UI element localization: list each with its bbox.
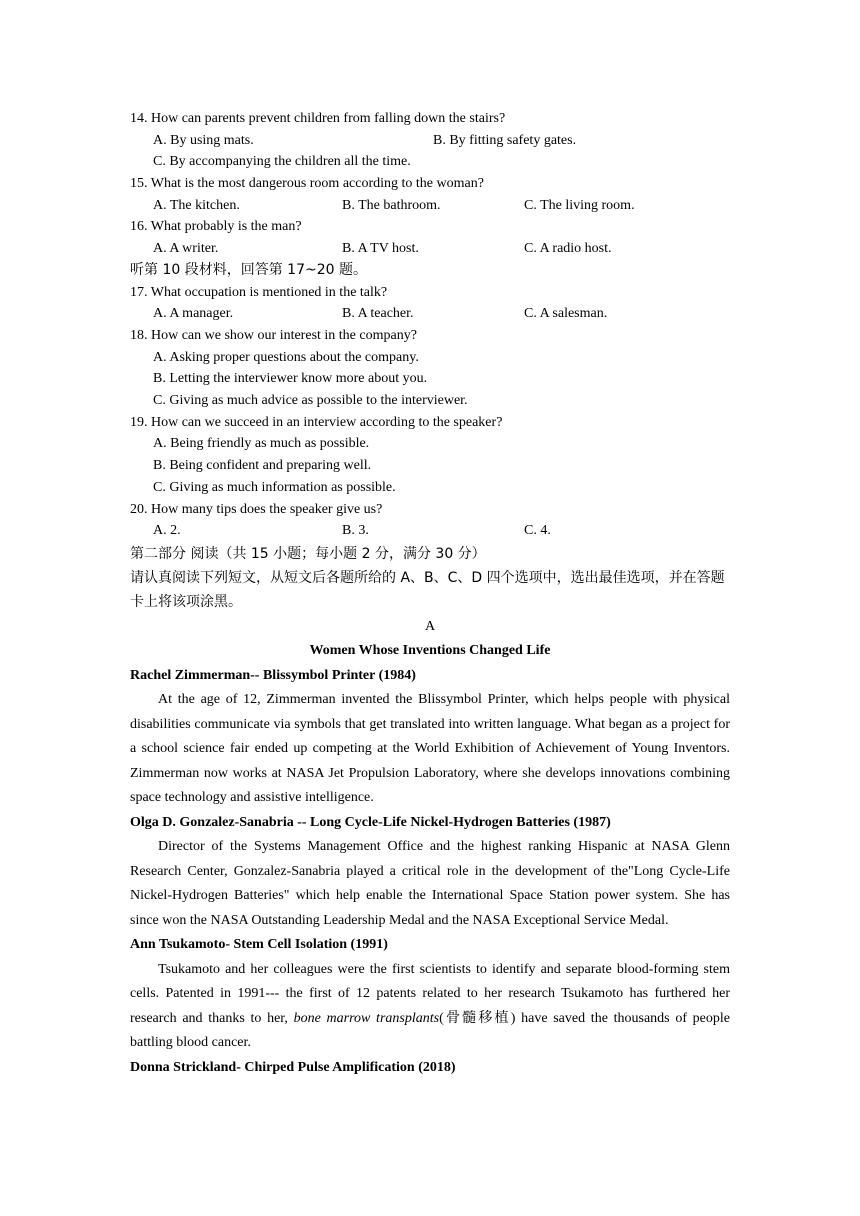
question-19 [130, 412, 730, 499]
entry-text-part: Tsukamoto and her colleagues were the first scientists to identify and separate blood-forming stem cells. Patented in 1991--- the first of 12 patents related to her research Tsukamoto has furthered her research and thanks to her, [130, 961, 730, 1026]
options-row [130, 130, 730, 152]
options-row [130, 303, 730, 325]
option-b[interactable]: B. Being confident and preparing well. [153, 458, 372, 474]
entry-text-zimmerman: At the age of 12, Zimmerman invented the Blissymbol Printer, which helps people with physical disabilities communicate via symbols that get translated into written language. What began as a project for a school science fair ended up competing at the World Exhibition of Achievement of Young Inventors. Zimmerman now works at NASA Jet Propulsion Laboratory, where she develops innovations combining space technology and assistive intelligence. [130, 692, 730, 806]
passage-letter: A [424, 618, 436, 634]
entry-text-italic: bone marrow transplants [293, 1010, 440, 1026]
option-b[interactable]: B. A teacher. [342, 306, 414, 322]
option-a[interactable]: A. Being friendly as much as possible. [153, 436, 370, 452]
option-c[interactable]: C. A salesman. [524, 306, 608, 322]
question-text: 17. What occupation is mentioned in the talk? [130, 284, 388, 300]
entry-heading-strickland: Donna Strickland- Chirped Pulse Amplification (2018) [130, 1059, 456, 1075]
option-c[interactable]: C. Giving as much advice as possible to the interviewer. [153, 393, 468, 409]
entry-text-tsukamoto [130, 958, 730, 1056]
entry-heading-gonzalez-sanabria: Olga D. Gonzalez-Sanabria -- Long Cycle-Life Nickel-Hydrogen Batteries (1987) [130, 814, 611, 830]
passage-title: Women Whose Inventions Changed Life [309, 643, 551, 659]
option-a[interactable]: A. 2. [153, 523, 181, 539]
question-17 [130, 282, 730, 325]
part-2-heading: 第二部分 阅读（共 15 小题；每小题 2 分，满分 30 分） [130, 545, 486, 562]
option-a[interactable]: A. A writer. [153, 241, 219, 257]
question-14 [130, 108, 730, 173]
option-a[interactable]: A. By using mats. [153, 132, 254, 148]
entry-heading-tsukamoto: Ann Tsukamoto- Stem Cell Isolation (1991) [130, 937, 388, 953]
question-text: 14. How can parents prevent children from falling down the stairs? [130, 111, 506, 126]
option-c[interactable]: C. Giving as much information as possible. [153, 479, 396, 495]
question-text: 19. How can we succeed in an interview according to the speaker? [130, 414, 503, 430]
question-20 [130, 499, 730, 542]
question-text: 15. What is the most dangerous room according to the woman? [130, 176, 484, 192]
option-c[interactable]: C. By accompanying the children all the time. [153, 154, 411, 170]
option-b[interactable]: B. A TV host. [342, 241, 419, 257]
option-c[interactable]: C. A radio host. [524, 241, 612, 257]
question-text: 18. How can we show our interest in the company? [130, 327, 417, 343]
question-text: 16. What probably is the man? [130, 219, 302, 235]
options-row [130, 195, 730, 217]
option-b[interactable]: B. The bathroom. [342, 197, 441, 213]
entry-text-gonzalez-sanabria: Director of the Systems Management Office and the highest ranking Hispanic at NASA Glenn Research Center, Gonzalez-Sanabria played a critical role in the development of the"Long Cycle-Life Nickel-Hydrogen Batteries" which help enable the International Space Station power system. She has since won the NASA Outstanding Leadership Medal and the NASA Exceptional Service Medal. [130, 839, 730, 928]
question-15 [130, 173, 730, 216]
option-a[interactable]: A. Asking proper questions about the company. [153, 349, 419, 365]
option-a[interactable]: A. A manager. [153, 306, 234, 322]
option-a[interactable]: A. The kitchen. [153, 197, 240, 213]
option-b[interactable]: B. 3. [342, 523, 369, 539]
question-16 [130, 216, 730, 259]
option-b[interactable]: B. By fitting safety gates. [433, 132, 577, 148]
option-b[interactable]: B. Letting the interviewer know more about you. [153, 371, 428, 387]
entry-heading-zimmerman: Rachel Zimmerman-- Blissymbol Printer (1984) [130, 667, 416, 683]
entry-text-part: (骨髓移植) have saved the thousands of people battling blood cancer. [130, 1010, 730, 1051]
part-2-instruction: 请认真阅读下列短文，从短文后各题所给的 A、B、C、D 四个选项中，选出最佳选项，并在答题卡上将该项涂黑。 [130, 569, 725, 611]
option-c[interactable]: C. 4. [524, 523, 551, 539]
question-18 [130, 325, 730, 412]
section-10-note: 听第 10 段材料，回答第 17~20 题。 [130, 261, 367, 278]
exam-page [130, 108, 730, 1080]
option-c[interactable]: C. The living room. [524, 197, 635, 213]
question-text: 20. How many tips does the speaker give us? [130, 501, 383, 517]
options-row [130, 238, 730, 260]
options-row [130, 520, 730, 542]
